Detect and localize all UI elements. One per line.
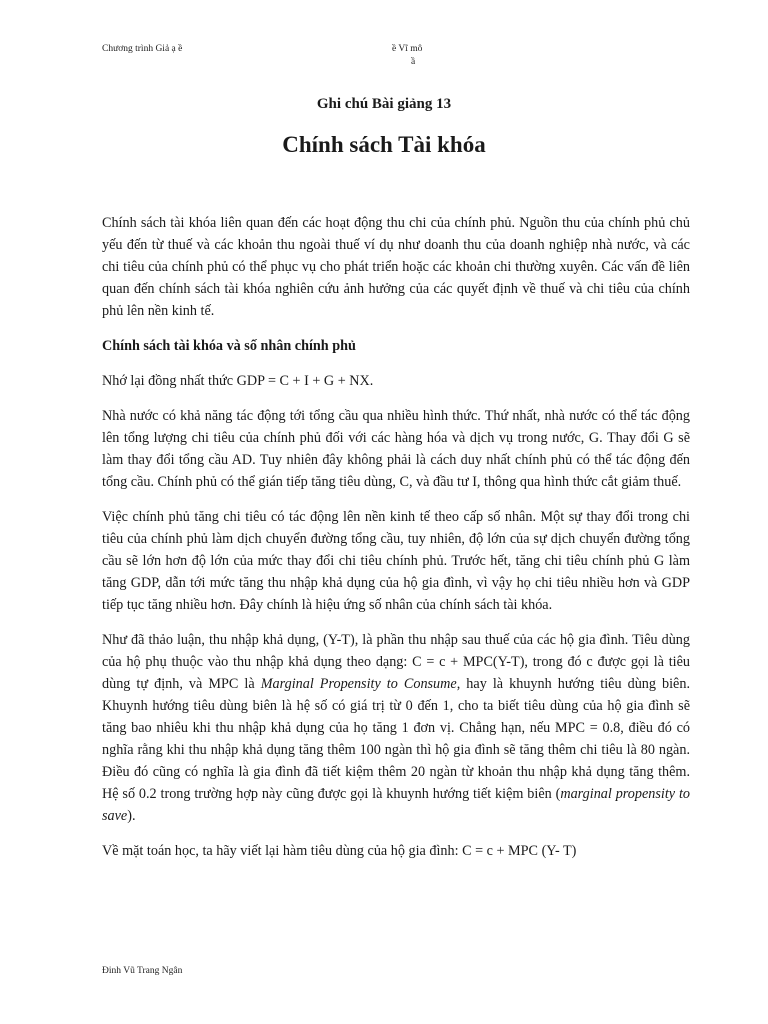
header-left-text: Chương trình Giả ạ ề xyxy=(102,44,183,54)
lecture-subtitle: Ghi chú Bài giảng 13 xyxy=(316,96,452,112)
paragraph-disposable-income xyxy=(102,629,690,827)
paragraph-consumption-function: Về mặt toán học, ta hãy viết lại hàm tiêu dùng của hộ gia đình: C = c + MPC (Y- T) xyxy=(102,843,577,859)
paragraph-gdp-identity: Nhớ lại đồng nhất thức GDP = C + I + G + NX. xyxy=(102,373,374,389)
header-right-text-line2: ầ xyxy=(411,57,416,67)
section-heading: Chính sách tài khóa và số nhân chính phủ xyxy=(102,338,356,354)
paragraph-text: Như đã thảo luận, thu nhập khả dụng, (Y-T), là phần thu nhập sau thuế của các hộ gia đình. Tiêu dùng của hộ phụ thuộc vào thu nhập khả dụng theo dạng: C = c + MPC(Y-T), trong đó c được gọi là tiêu dùng tự định, và MPC là xyxy=(102,632,690,692)
page-title: Chính sách Tài khóa xyxy=(282,132,486,157)
paragraph-multiplier: Việc chính phủ tăng chi tiêu có tác động lên nền kinh tế theo cấp số nhân. Một sự thay đổi trong chi tiêu của chính phủ làm dịch chuyển đường tổng cầu, tuy nhiên, độ lớn của sự dịch chuyển đường tổng cầu sẽ lớn hơn độ lớn của mức thay đổi chi tiêu chính phủ. Trước hết, tăng chi tiêu chính phủ G làm tăng GDP, dẫn tới mức tăng thu nhập khả dụng của hộ gia đình, vì vậy họ chi tiêu nhiều hơn và GDP tiếp tục tăng nhiều hơn. Đây chính là hiệu ứng số nhân của chính sách tài khóa. xyxy=(102,509,690,613)
italic-term: Marginal Propensity to Consume xyxy=(260,676,457,692)
header-right-text: ề Vĩ mô xyxy=(392,44,423,54)
paragraph-text: ). xyxy=(127,808,136,824)
paragraph-intro: Chính sách tài khóa liên quan đến các hoạt động thu chi của chính phủ. Nguồn thu của chính phủ chủ yếu đến từ thuế và các khoản thu ngoài thuế ví dụ như doanh thu của doanh nghiệp nhà nước, và các chi tiêu của chính phủ có thể phục vụ cho phát triển hoặc các khoản chi thường xuyên. Các vấn đề liên quan đến chính sách tài khóa nghiên cứu ảnh hưởng của các quyết định về thuế và chi tiêu của chính phủ lên nền kinh tế. xyxy=(102,215,690,319)
paragraph-text: , hay là khuynh hướng tiêu dùng biên. Khuynh hướng tiêu dùng biên là hệ số có giá trị từ 0 đến 1, cho ta biết tiêu dùng của hộ gia đình sẽ tăng bao nhiêu khi thu nhập khả dụng của họ tăng 1 đơn vị. Chẳng hạn, nếu MPC = 0.8, điều đó có nghĩa rằng khi thu nhập khả dụng tăng thêm 100 ngàn thì hộ gia đình sẽ tăng thêm chi tiêu là 80 ngàn. Điều đó cũng có nghĩa là gia đình đã tiết kiệm thêm 20 ngàn từ khoản thu nhập khả dụng tăng thêm. Hệ số 0.2 trong trường hợp này cũng được gọi là khuynh hướng tiết kiệm biên ( xyxy=(102,676,690,802)
document-body xyxy=(102,212,690,875)
paragraph-aggregate-demand: Nhà nước có khả năng tác động tới tổng cầu qua nhiều hình thức. Thứ nhất, nhà nước có thể tác động lên tổng lượng chi tiêu của chính phủ đối với các hàng hóa và dịch vụ trong nước, G. Thay đổi G sẽ làm thay đổi tổng cầu AD. Tuy nhiên đây không phải là cách duy nhất chính phủ có thể tác động đến tổng cầu. Chính phủ có thể gián tiếp tăng tiêu dùng, C, và đầu tư I, thông qua hình thức cắt giảm thuế. xyxy=(102,408,690,490)
page-footer: Đinh Vũ Trang Ngân xyxy=(102,966,183,976)
italic-term: marginal propensity to save xyxy=(102,786,690,824)
